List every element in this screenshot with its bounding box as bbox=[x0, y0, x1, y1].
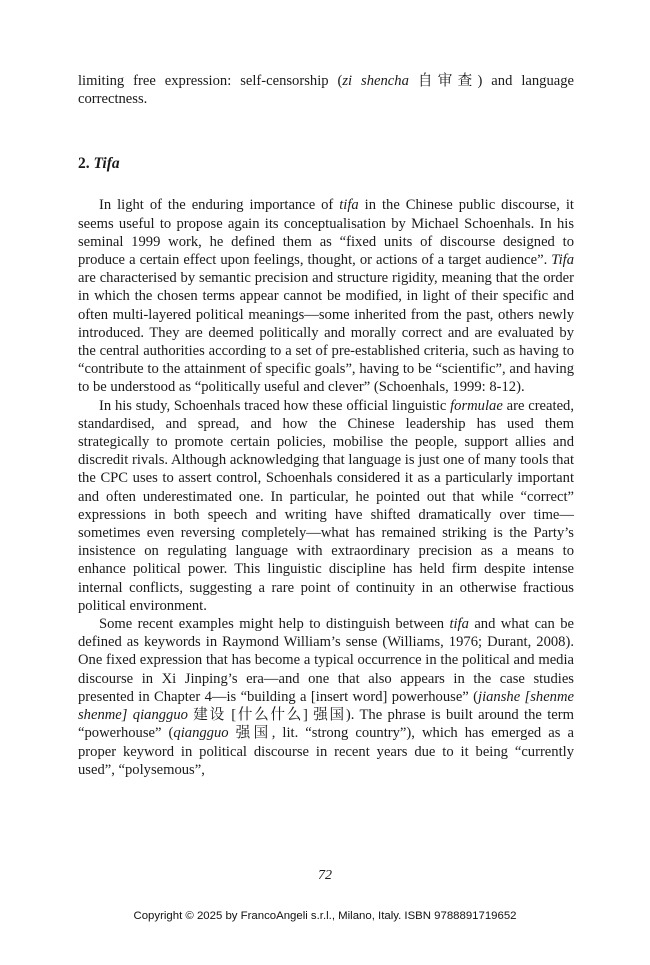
intro-paragraph bbox=[78, 72, 574, 108]
para3-text-2: and what can be defined as keywords in Raymond William’s sense (Williams, 1976; Durant, 2008). One fixed expression that has become a typical occurrence in the political and media discourse in Xi Jinping’s era—and one that also appears in the case studies presented in Chapter 4—is “building a [insert word] powerhouse” ( bbox=[78, 616, 575, 705]
paragraph-1 bbox=[78, 196, 574, 396]
page-body bbox=[78, 72, 574, 779]
para3-hanzi-phrase: 建设 [什么什么] 强国 bbox=[187, 707, 346, 724]
para3-text-4: , lit. “strong country”), which has emerged as a proper keyword in political discourse in recent years due to it being “currently used”, “polysemous”, bbox=[78, 725, 575, 778]
para1-tifa-2: Tifa bbox=[551, 252, 574, 269]
section-title: Tifa bbox=[93, 155, 120, 173]
para3-pinyin-phrase: jianshe [shenme shenme] qiangguo bbox=[78, 688, 574, 724]
para3-pinyin-term: qiangguo bbox=[173, 725, 229, 742]
para1-tifa-1: tifa bbox=[339, 197, 359, 214]
page-number: 72 bbox=[318, 868, 332, 883]
para3-hanzi-term: 强国 bbox=[228, 725, 272, 742]
para3-text-1: Some recent examples might help to distinguish between bbox=[99, 616, 450, 633]
intro-text-a: limiting free expression: self-censorship ( bbox=[78, 73, 343, 89]
para1-text-1: In light of the enduring importance of bbox=[99, 197, 340, 214]
section-number: 2. bbox=[78, 155, 90, 173]
para3-tifa: tifa bbox=[449, 616, 469, 633]
para1-text-2: in the Chinese public discourse, it seems useful to propose again its conceptualisation by Michael Schoenhals. In his seminal 1999 work, he defined them as “fixed units of discourse designed to produce a certain effect upon feelings, thought, or actions of a target audience”. bbox=[78, 197, 574, 269]
intro-term-pinyin: zi shencha bbox=[342, 73, 409, 89]
intro-text-b: ) and language correctness. bbox=[78, 73, 574, 108]
paragraph-3 bbox=[78, 615, 574, 779]
para2-formulae: formulae bbox=[450, 397, 503, 414]
copyright-footer: Copyright © 2025 by FrancoAngeli s.r.l., Milano, Italy. ISBN 9788891719652 bbox=[133, 910, 517, 922]
intro-term-hanzi: 自审查 bbox=[408, 73, 478, 89]
para2-text-2: are created, standardised, and spread, and how the Chinese leadership has used them strategically to promote certain policies, mobilise the people, support allies and discredit rivals. Although acknowledging that language is just one of many tools that the CPC uses to assert control, Schoenhals considered it as a particularly important and often underestimated one. In particular, he pointed out that while “correct” expressions in both speech and writing have shifted dramatically over time—sometimes even reversing completely—what has remained striking is the Party’s insistence on regulating language with extraordinary precision as a means to enhance political power. This linguistic discipline has held firm despite intense internal conflicts, suggesting a rare point of continuity in an otherwise fractious political environment. bbox=[78, 397, 574, 614]
para3-text-3: ). The phrase is built around the term “powerhouse” ( bbox=[78, 707, 574, 742]
para1-text-3: are characterised by semantic precision and structure rigidity, meaning that the order in which the chosen terms appear cannot be modified, in light of their specific and often multi-layered political meanings—some inherited from the past, others newly introduced. They are deemed politically and morally correct and are evaluated by the central authorities according to a set of pre-established criteria, such as having to “contribute to the attainment of specific goals”, having to be “scientific”, and having to be understood as “politically useful and clever” (Schoenhals, 1999: 8-12). bbox=[78, 270, 574, 396]
para2-text-1: In his study, Schoenhals traced how these official linguistic bbox=[99, 397, 451, 414]
section-heading bbox=[78, 154, 574, 174]
paragraph-2 bbox=[78, 397, 574, 615]
